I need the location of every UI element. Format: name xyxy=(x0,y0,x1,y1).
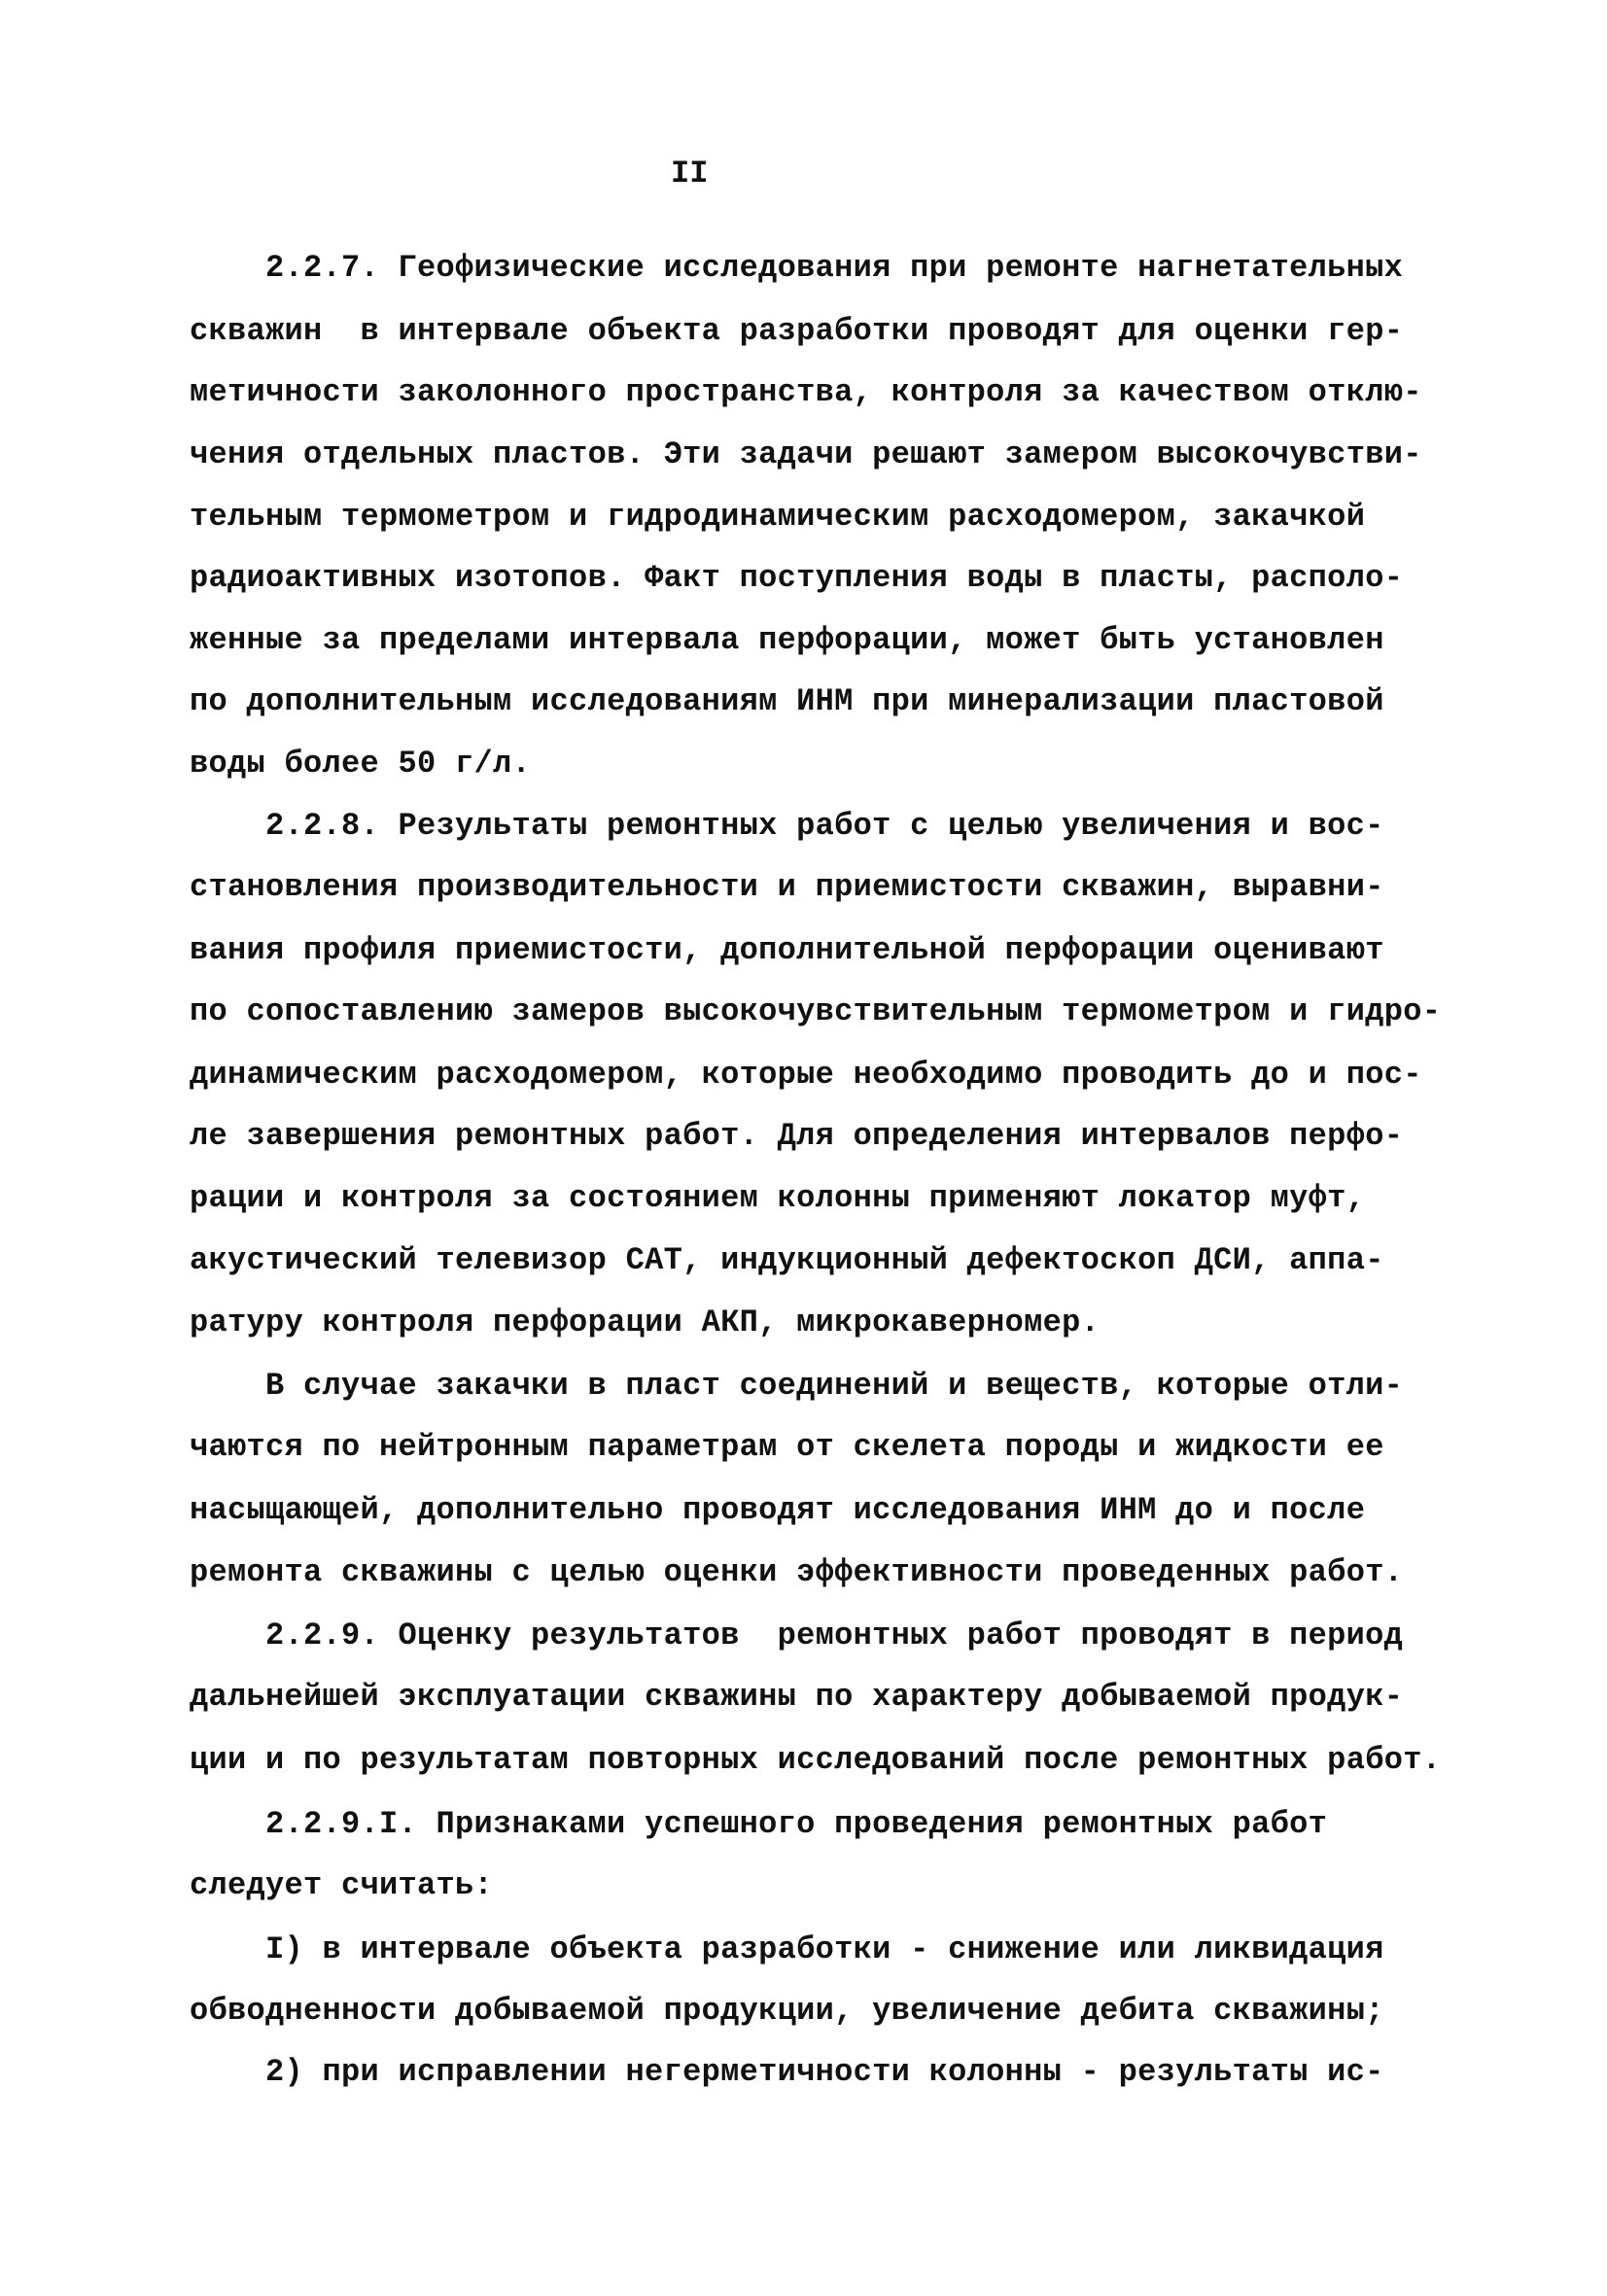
text-line: женные за пределами интервала перфорации, может быть установлен xyxy=(190,622,1384,659)
text-line: воды более 50 г/л. xyxy=(190,745,532,782)
text-line: ремонта скважины с целью оценки эффективности проведенных работ. xyxy=(190,1554,1404,1591)
text-line: I) в интервале объекта разработки - снижение или ликвидация xyxy=(265,1931,1384,1967)
text-line: акустический телевизор САТ, индукционный дефектоскоп ДСИ, аппа- xyxy=(190,1241,1384,1278)
text-line: 2.2.7. Геофизические исследования при ремонте нагнетательных xyxy=(265,250,1404,287)
text-line: метичности заколонного пространства, контроля за качеством отклю- xyxy=(190,373,1422,410)
text-line: по сопоставлению замеров высокочувствительным термометром и гидро- xyxy=(190,993,1442,1030)
text-line: тельным термометром и гидродинамическим расходомером, закачкой xyxy=(190,498,1366,535)
text-line: чения отдельных пластов. Эти задачи решают замером высокочувстви- xyxy=(190,436,1422,473)
text-line: по дополнительным исследованиям ИНМ при минерализации пластовой xyxy=(190,683,1384,720)
text-line: радиоактивных изотопов. Факт поступления воды в пласты, располо- xyxy=(190,559,1404,596)
text-line: вания профиля приемистости, дополнительной перфорации оценивают xyxy=(190,931,1384,968)
text-line: ратуру контроля перфорации АКП, микрокаверномер. xyxy=(190,1305,1100,1341)
text-line: дальнейшей эксплуатации скважины по характеру добываемой продук- xyxy=(190,1678,1404,1715)
text-line: 2.2.9.I. Признаками успешного проведения ремонтных работ xyxy=(265,1805,1328,1842)
text-line: становления производительности и приемистости скважин, выравни- xyxy=(190,869,1384,906)
text-line: ле завершения ремонтных работ. Для определения интервалов перфо- xyxy=(190,1117,1404,1154)
text-line: чаются по нейтронным параметрам от скелета породы и жидкости ее xyxy=(190,1428,1384,1465)
text-line: следует считать: xyxy=(190,1866,494,1903)
text-line: динамическим расходомером, которые необходимо проводить до и пос- xyxy=(190,1056,1422,1093)
text-line: обводненности добываемой продукции, увеличение дебита скважины; xyxy=(190,1993,1384,2030)
page-number: II xyxy=(671,156,709,191)
text-line: 2.2.9. Оценку результатов ремонтных работ проводят в период xyxy=(265,1617,1404,1653)
text-line: насыщающей, дополнительно проводят исследования ИНМ до и после xyxy=(190,1491,1366,1528)
text-line: В случае закачки в пласт соединений и веществ, которые отли- xyxy=(265,1367,1404,1404)
text-line: 2) при исправлении негерметичности колонны - результаты ис- xyxy=(265,2054,1384,2091)
text-line: ции и по результатам повторных исследований после ремонтных работ. xyxy=(190,1741,1442,1778)
text-line: 2.2.8. Результаты ремонтных работ с целью увеличения и вос- xyxy=(265,808,1384,845)
text-line: скважин в интервале объекта разработки проводят для оценки гер- xyxy=(190,312,1404,349)
text-line: рации и контроля за состоянием колонны применяют локатор муфт, xyxy=(190,1180,1366,1217)
